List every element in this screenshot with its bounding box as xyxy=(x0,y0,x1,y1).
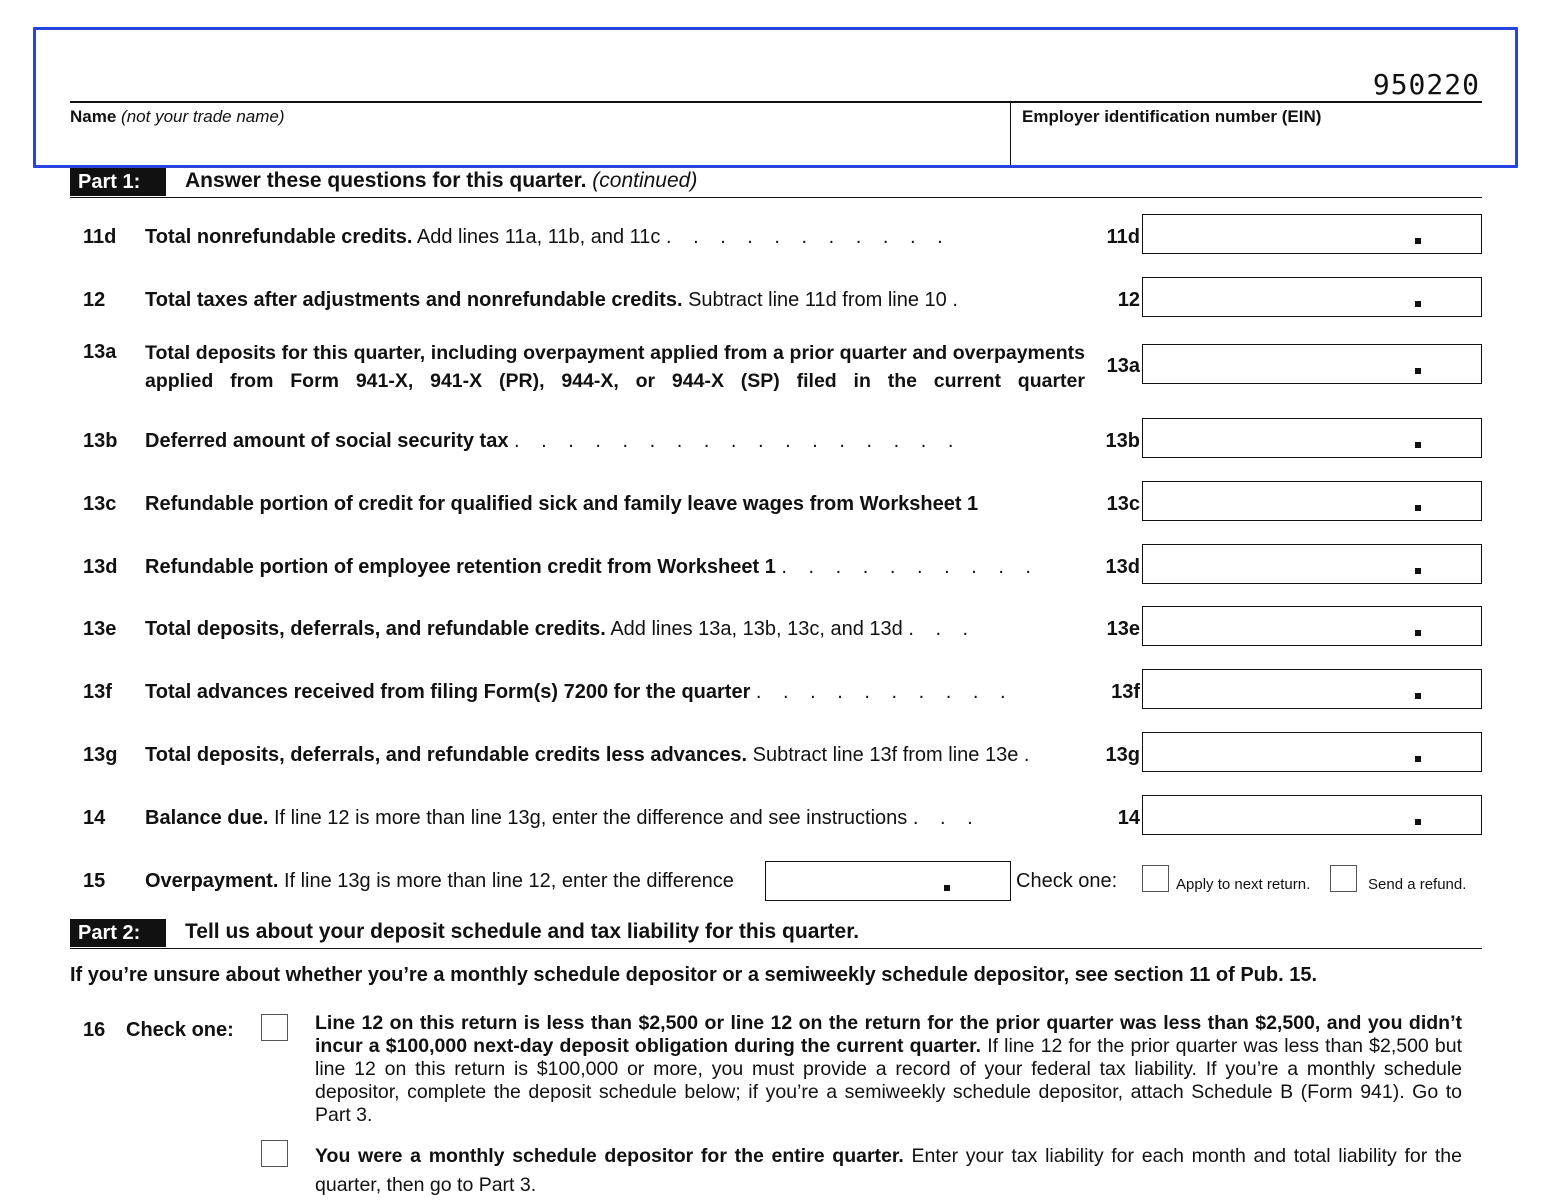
check-one-label: Check one: xyxy=(1016,870,1118,892)
apply-next-return-checkbox[interactable] xyxy=(1142,865,1169,892)
line-label: 14 xyxy=(1117,807,1140,829)
line-label: 13a xyxy=(1106,355,1140,377)
decimal-point xyxy=(944,885,950,891)
selection-highlight xyxy=(33,27,1518,168)
line-description: Total deposits for this quarter, including overpayment applied from a prior quarter and overpayments applied from Form 941-X, 941-X (PR), 944-X, or 944-X (SP) filed in the current quarter xyxy=(145,342,1085,392)
line-label: 12 xyxy=(1117,289,1140,311)
line-number: 14 xyxy=(83,807,106,829)
line-number: 12 xyxy=(83,289,106,311)
line-label: 13g xyxy=(1105,744,1140,766)
line-16-number: 16 xyxy=(83,1019,106,1041)
part2-header xyxy=(70,919,1482,949)
line-description: Overpayment. If line 13g is more than line 12, enter the difference xyxy=(145,870,734,892)
decimal-point xyxy=(1415,630,1421,636)
line-number: 13f xyxy=(83,681,112,703)
ein-label: Employer identification number (EIN) xyxy=(1022,107,1322,126)
line-number: 13c xyxy=(83,493,117,515)
line-number: 13a xyxy=(83,341,117,363)
line-number: 13d xyxy=(83,556,118,578)
line-number: 13e xyxy=(83,618,117,640)
line-label: 11d xyxy=(1106,226,1140,248)
line-11d-amount-field[interactable] xyxy=(1142,214,1482,254)
option-monthly-depositor-checkbox[interactable] xyxy=(261,1140,288,1167)
decimal-point xyxy=(1415,301,1421,307)
decimal-point xyxy=(1415,693,1421,699)
line-description: Total advances received from filing Form(s) 7200 for the quarter . . . . . . . . . . xyxy=(145,681,1014,703)
line-13e-amount-field[interactable] xyxy=(1142,606,1482,646)
line-description: Refundable portion of employee retention credit from Worksheet 1 . . . . . . . . . . xyxy=(145,556,1039,578)
line-16-check-one: Check one: xyxy=(126,1019,234,1041)
part2-title: Tell us about your deposit schedule and tax liability for this quarter. xyxy=(185,920,860,943)
part1-title: Answer these questions for this quarter. (continued) xyxy=(185,169,698,192)
line-14-amount-field[interactable] xyxy=(1142,795,1482,835)
part2-intro: If you’re unsure about whether you’re a monthly schedule depositor or a semiweekly schedule depositor, see section 11 of Pub. 15. xyxy=(70,964,1318,986)
decimal-point xyxy=(1415,568,1421,574)
part2-tag: Part 2: xyxy=(70,919,166,947)
part1-header xyxy=(70,168,1482,198)
line-label: 13e xyxy=(1106,618,1140,640)
part1-tag: Part 1: xyxy=(70,168,166,196)
option-monthly-depositor-text: You were a monthly schedule depositor for the entire quarter. Enter your tax liability for each month and total liability for the quarter, then go to Part 3. xyxy=(315,1145,1462,1196)
line-number: 13b xyxy=(83,430,118,452)
line-label: 13f xyxy=(1111,681,1140,703)
header-rule xyxy=(70,101,1482,103)
line-13c-amount-field[interactable] xyxy=(1142,481,1482,521)
overpayment-field[interactable] xyxy=(765,861,1011,901)
option-less-than-2500-checkbox[interactable] xyxy=(261,1014,288,1041)
line-description: Total deposits, deferrals, and refundable credits. Add lines 13a, 13b, 13c, and 13d . . . xyxy=(145,618,977,640)
line-number: 15 xyxy=(83,870,106,892)
line-label: 13b xyxy=(1105,430,1140,452)
ein-divider xyxy=(1010,103,1011,165)
decimal-point xyxy=(1415,368,1421,374)
line-description: Balance due. If line 12 is more than line 13g, enter the difference and see instructions . . . xyxy=(145,807,981,829)
name-label: Name (not your trade name) xyxy=(70,107,285,126)
line-13g-amount-field[interactable] xyxy=(1142,732,1482,772)
apply-next-return-label: Apply to next return. xyxy=(1176,876,1311,893)
line-number: 11d xyxy=(83,226,117,248)
line-13b-amount-field[interactable] xyxy=(1142,418,1482,458)
line-number: 13g xyxy=(83,744,118,766)
decimal-point xyxy=(1415,442,1421,448)
decimal-point xyxy=(1415,756,1421,762)
option-less-than-2500-text: Line 12 on this return is less than $2,500 or line 12 on the return for the prior quarter was less than $2,500, and you didn’t incur a $100,000 next-day deposit obligation during the current quarter. If line 12 for the prior quarter was less than $2,500 but line 12 on this return is $100,000 or more, you must provide a record of your federal tax liability. If you’re a monthly schedule depositor, complete the deposit schedule below; if you’re a semiweekly schedule depositor, attach Schedule B (Form 941). Go to Part 3. xyxy=(315,1012,1462,1126)
form-code: 950220 xyxy=(1372,68,1480,101)
line-description: Total nonrefundable credits. Add lines 11a, 11b, and 11c . . . . . . . . . . . xyxy=(145,226,951,248)
line-13d-amount-field[interactable] xyxy=(1142,544,1482,584)
line-label: 13c xyxy=(1106,493,1140,515)
line-description: Total deposits, deferrals, and refundable credits less advances. Subtract line 13f from line 13e . xyxy=(145,744,1038,766)
decimal-point xyxy=(1415,505,1421,511)
line-12-amount-field[interactable] xyxy=(1142,277,1482,317)
line-description: Total taxes after adjustments and nonrefundable credits. Subtract line 11d from line 10 . xyxy=(145,289,966,311)
line-description: Refundable portion of credit for qualified sick and family leave wages from Worksheet 1 xyxy=(145,493,979,515)
line-description: Deferred amount of social security tax . . . . . . . . . . . . . . . . . xyxy=(145,430,962,452)
line-13a-amount-field[interactable] xyxy=(1142,344,1482,384)
send-refund-checkbox[interactable] xyxy=(1330,865,1357,892)
send-refund-label: Send a refund. xyxy=(1368,876,1467,893)
line-13f-amount-field[interactable] xyxy=(1142,669,1482,709)
line-label: 13d xyxy=(1105,556,1140,578)
decimal-point xyxy=(1415,819,1421,825)
decimal-point xyxy=(1415,238,1421,244)
